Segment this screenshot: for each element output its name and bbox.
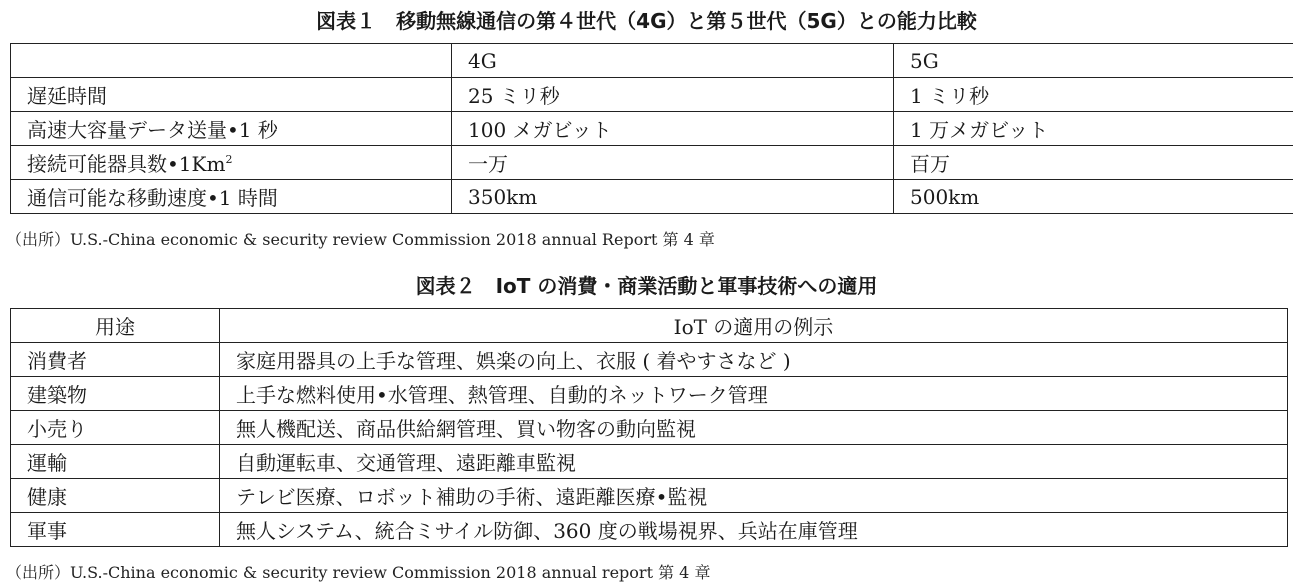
cell-4g-mobility: 350km (452, 180, 894, 214)
table-row (11, 411, 1288, 445)
table1-source-note: （出所）U.S.-China economic & security review Commission 2018 annual Report 第 4 章 (6, 230, 715, 249)
use-cell: 運輸 (11, 445, 220, 479)
table-row (11, 513, 1288, 547)
table-row (11, 377, 1288, 411)
example-cell: 無人システム、統合ミサイル防御、360 度の戦場視界、兵站在庫管理 (220, 513, 1288, 547)
table-row (11, 343, 1288, 377)
cell-5g-device-density: 百万 (894, 146, 1293, 180)
example-cell: 無人機配送、商品供給網管理、買い物客の動向監視 (220, 411, 1288, 445)
table-row (11, 146, 1293, 180)
table-row (11, 180, 1293, 214)
cell-4g-latency: 25 ミリ秒 (452, 78, 894, 112)
table-row (11, 445, 1288, 479)
header-cell-5g: 5G (894, 44, 1293, 78)
cell-5g-mobility: 500km (894, 180, 1293, 214)
header-cell-iot-examples: IoT の適用の例示 (220, 309, 1288, 343)
table2-title: 図表２ IoT の消費・商業活動と軍事技術への適用 (415, 274, 878, 298)
header-cell-4g: 4G (452, 44, 894, 78)
table-row (11, 479, 1288, 513)
table2-source-note: （出所）U.S.-China economic & security review Commission 2018 annual report 第 4 章 (6, 563, 711, 582)
table-header-row (11, 309, 1288, 343)
table-row (11, 78, 1293, 112)
cell-4g-device-density: 一万 (452, 146, 894, 180)
squared-superscript: 2 (225, 153, 233, 166)
use-cell: 建築物 (11, 377, 220, 411)
row-label-device-density (11, 146, 452, 180)
example-cell: テレビ医療、ロボット補助の手術、遠距離医療•監視 (220, 479, 1288, 513)
table-header-row (11, 44, 1293, 78)
row-label-mobility: 通信可能な移動速度•1 時間 (11, 180, 452, 214)
cell-5g-data-rate: 1 万メガビット (894, 112, 1293, 146)
use-cell: 軍事 (11, 513, 220, 547)
table-row (11, 112, 1293, 146)
iot-application-table (10, 308, 1288, 547)
cell-4g-data-rate: 100 メガビット (452, 112, 894, 146)
header-cell-empty (11, 44, 452, 78)
use-cell: 消費者 (11, 343, 220, 377)
table1-title: 図表１ 移動無線通信の第４世代（4G）と第５世代（5G）との能力比較 (316, 9, 977, 33)
example-cell: 上手な燃料使用•水管理、熱管理、自動的ネットワーク管理 (220, 377, 1288, 411)
header-cell-use: 用途 (11, 309, 220, 343)
device-density-label-text: 接続可能器具数•1Km (27, 152, 226, 176)
example-cell: 家庭用器具の上手な管理、娯楽の向上、衣服 ( 着やすさなど ) (220, 343, 1288, 377)
capability-comparison-table (10, 43, 1293, 214)
use-cell: 小売り (11, 411, 220, 445)
row-label-data-rate: 高速大容量データ送量•1 秒 (11, 112, 452, 146)
use-cell: 健康 (11, 479, 220, 513)
cell-5g-latency: 1 ミリ秒 (894, 78, 1293, 112)
row-label-latency: 遅延時間 (11, 78, 452, 112)
example-cell: 自動運転車、交通管理、遠距離車監視 (220, 445, 1288, 479)
